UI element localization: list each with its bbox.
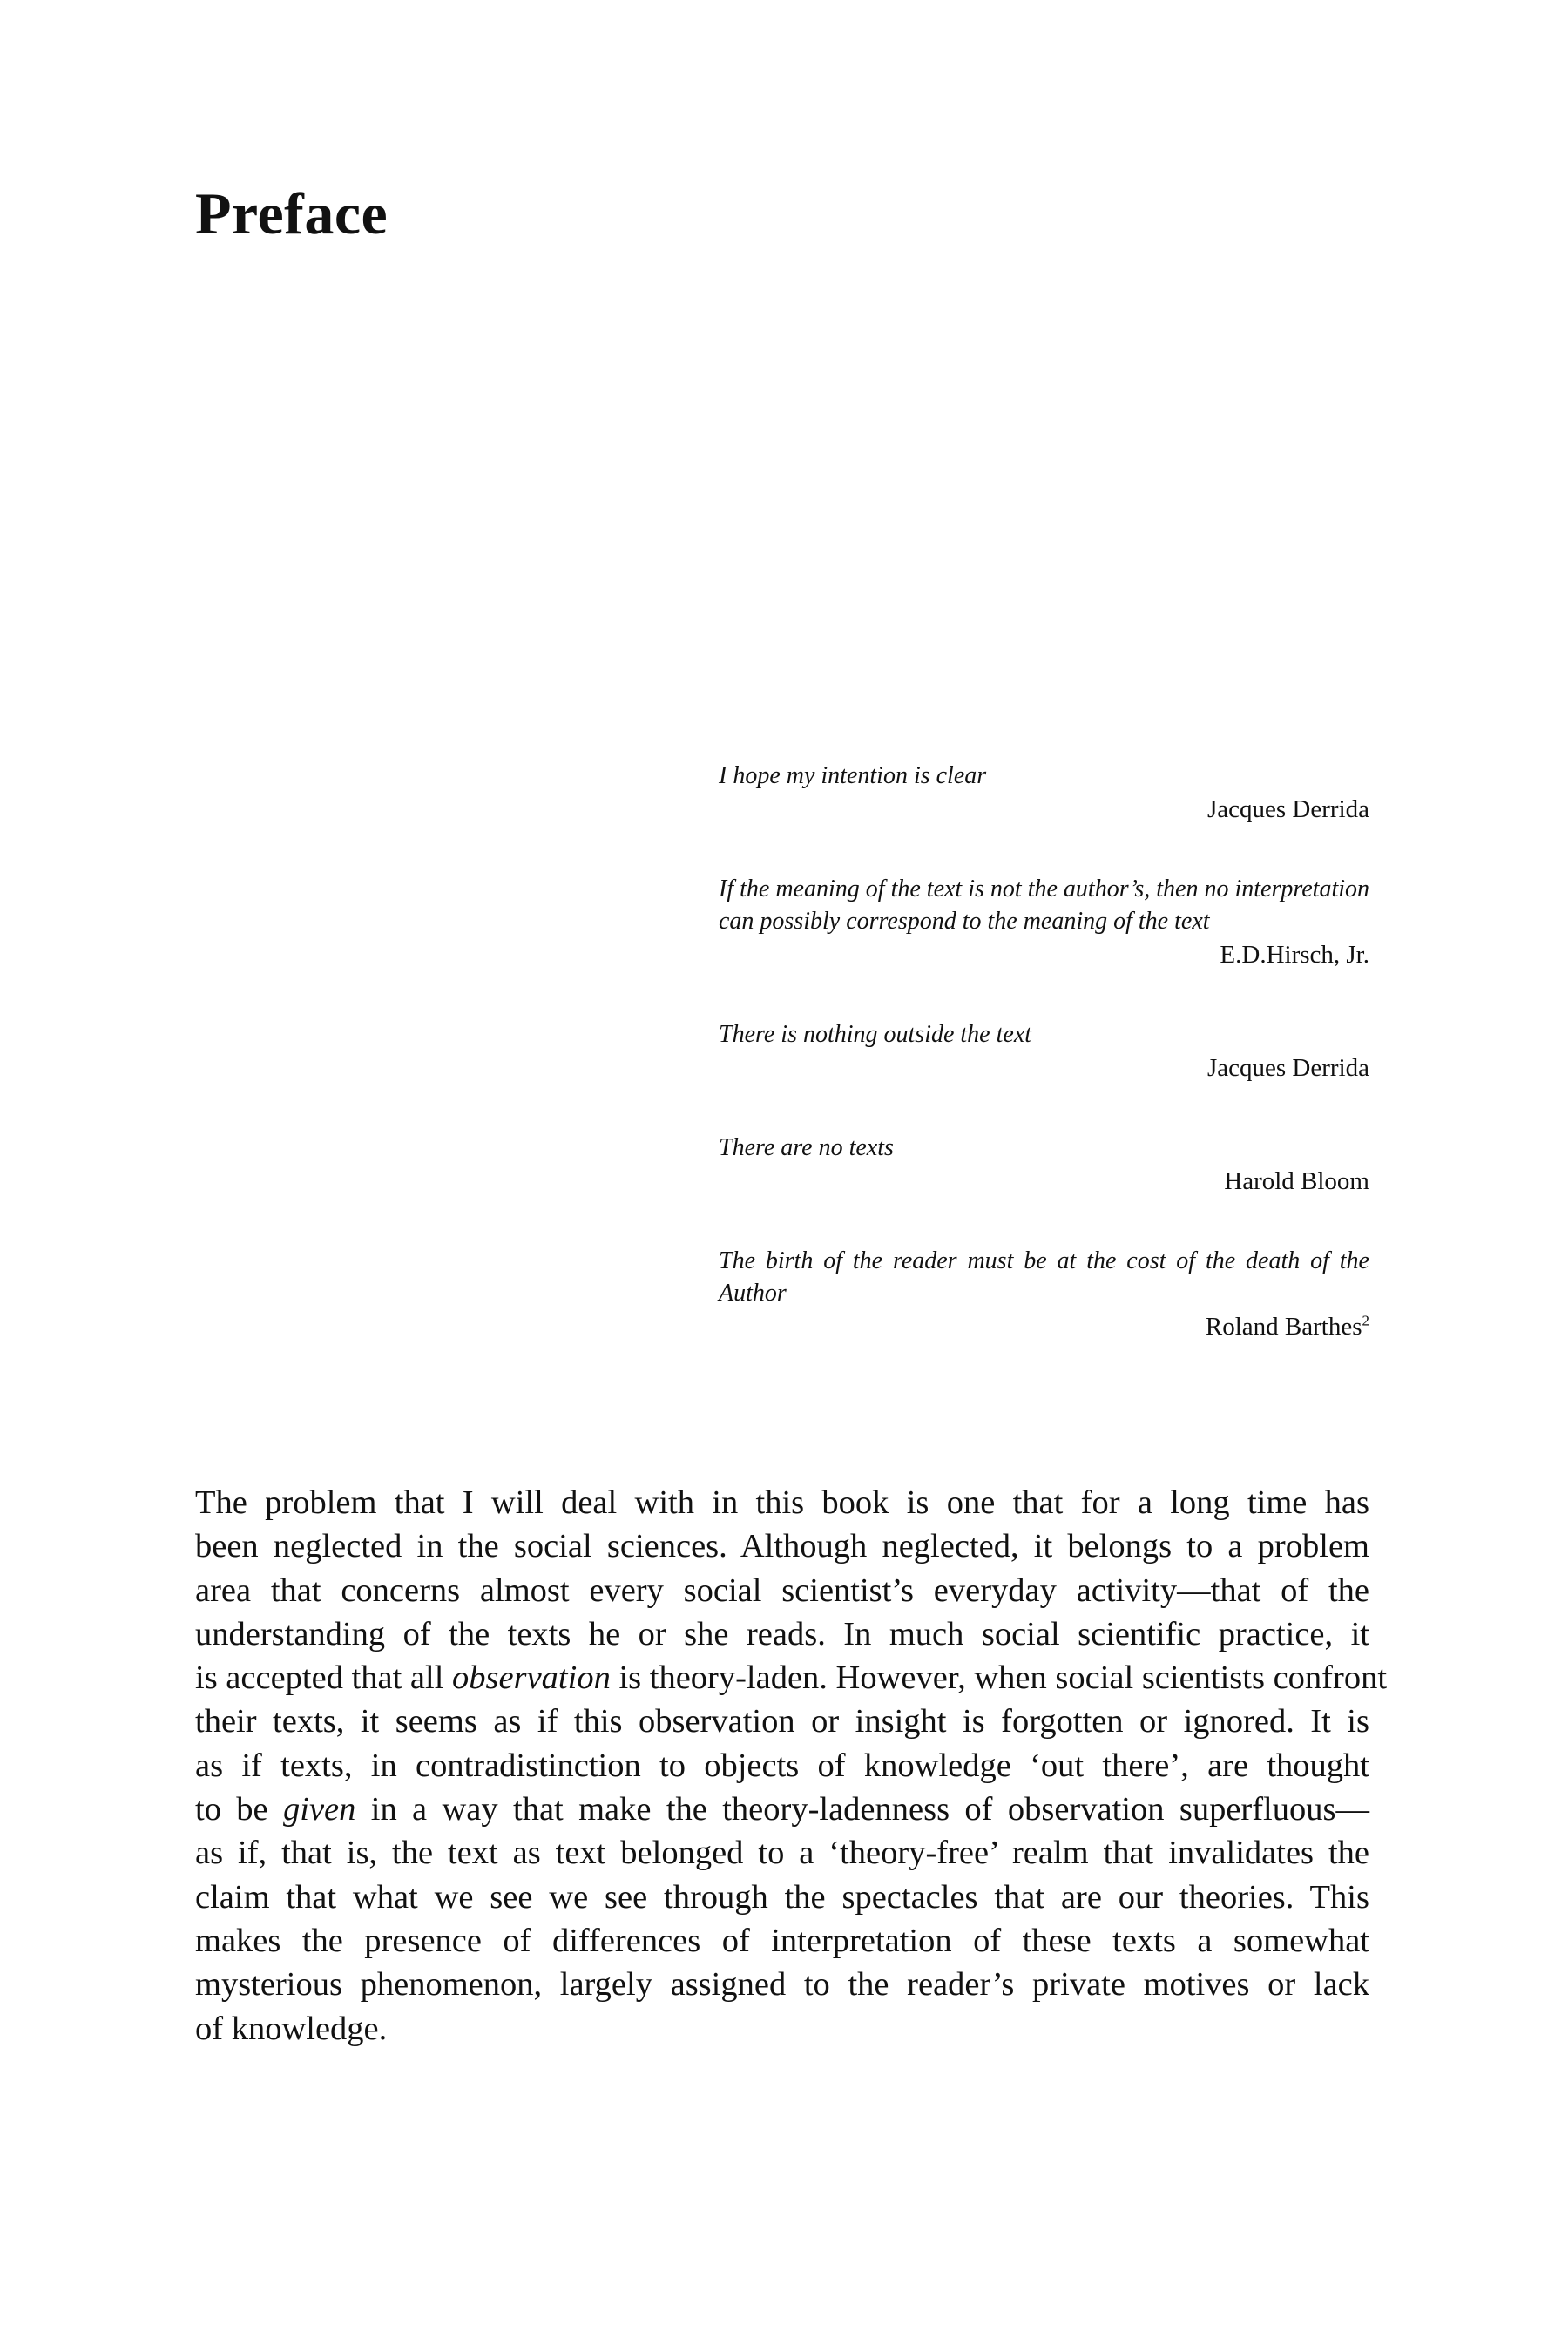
body-line: makes the presence of differences of interpretation of these texts a somewhat: [195, 1922, 1369, 1959]
body-line: their texts, it seems as if this observation or insight is forgotten or ignored. It is: [195, 1703, 1369, 1740]
epigraph-quote: I hope my intention is clear: [719, 762, 987, 789]
epigraph-quote: There is nothing outside the text: [719, 1021, 1032, 1048]
epigraph: [719, 873, 1369, 971]
body-line: as if, that is, the text as text belonged to a ‘theory-free’ realm that invalidates the: [195, 1835, 1369, 1872]
epigraph-author-name: Roland Barthes: [1205, 1313, 1362, 1341]
body-line: to be given in a way that make the theory-ladenness of observation superfluous—: [195, 1791, 1369, 1828]
epigraph-author: [719, 1166, 1369, 1198]
epigraph: [719, 1018, 1369, 1085]
footnote-marker[interactable]: 2: [1362, 1312, 1369, 1329]
body-line: The problem that I will deal with in this book is one that for a long time has: [195, 1484, 1369, 1521]
body-line: of knowledge.: [195, 2010, 388, 2047]
emphasis-observation: observation: [452, 1659, 611, 1697]
epigraph-quote: If the meaning of the text is not the author’s, then no interpretation can possibly correspond to the meaning of the text: [719, 875, 1369, 935]
page-title: Preface: [195, 180, 389, 247]
body-line: is accepted that all observation is theory-laden. However, when social scientists confront: [195, 1659, 1388, 1697]
epigraph-author-name: Harold Bloom: [1224, 1167, 1369, 1195]
body-line: claim that what we see we see through the spectacles that are our theories. This: [195, 1878, 1369, 1916]
epigraph-author: [719, 1311, 1369, 1343]
epigraph-author-name: Jacques Derrida: [1207, 1054, 1369, 1082]
epigraph-quote: The birth of the reader must be at the cost of the death of the Author: [719, 1247, 1369, 1307]
epigraph-author: [719, 794, 1369, 826]
emphasis-given: given: [283, 1791, 356, 1828]
epigraph: [719, 760, 1369, 826]
body-line: been neglected in the social sciences. Although neglected, it belongs to a problem: [195, 1528, 1369, 1565]
body-line: as if texts, in contradistinction to objects of knowledge ‘out there’, are thought: [195, 1747, 1369, 1784]
epigraph-author-name: Jacques Derrida: [1207, 795, 1369, 823]
body-line: understanding of the texts he or she reads. In much social scientific practice, it: [195, 1615, 1369, 1652]
epigraph: [719, 1245, 1369, 1343]
epigraph-author-name: E.D.Hirsch, Jr.: [1220, 941, 1369, 969]
epigraphs: [719, 760, 1369, 1390]
epigraph: [719, 1132, 1369, 1198]
epigraph-quote: There are no texts: [719, 1134, 894, 1161]
epigraph-author: [719, 939, 1369, 971]
body-paragraph: [195, 1481, 1388, 2051]
body-line: mysterious phenomenon, largely assigned to the reader’s private motives or lack: [195, 1966, 1369, 2004]
body-line: area that concerns almost every social scientist’s everyday activity—that of the: [195, 1571, 1369, 1609]
epigraph-author: [719, 1052, 1369, 1085]
